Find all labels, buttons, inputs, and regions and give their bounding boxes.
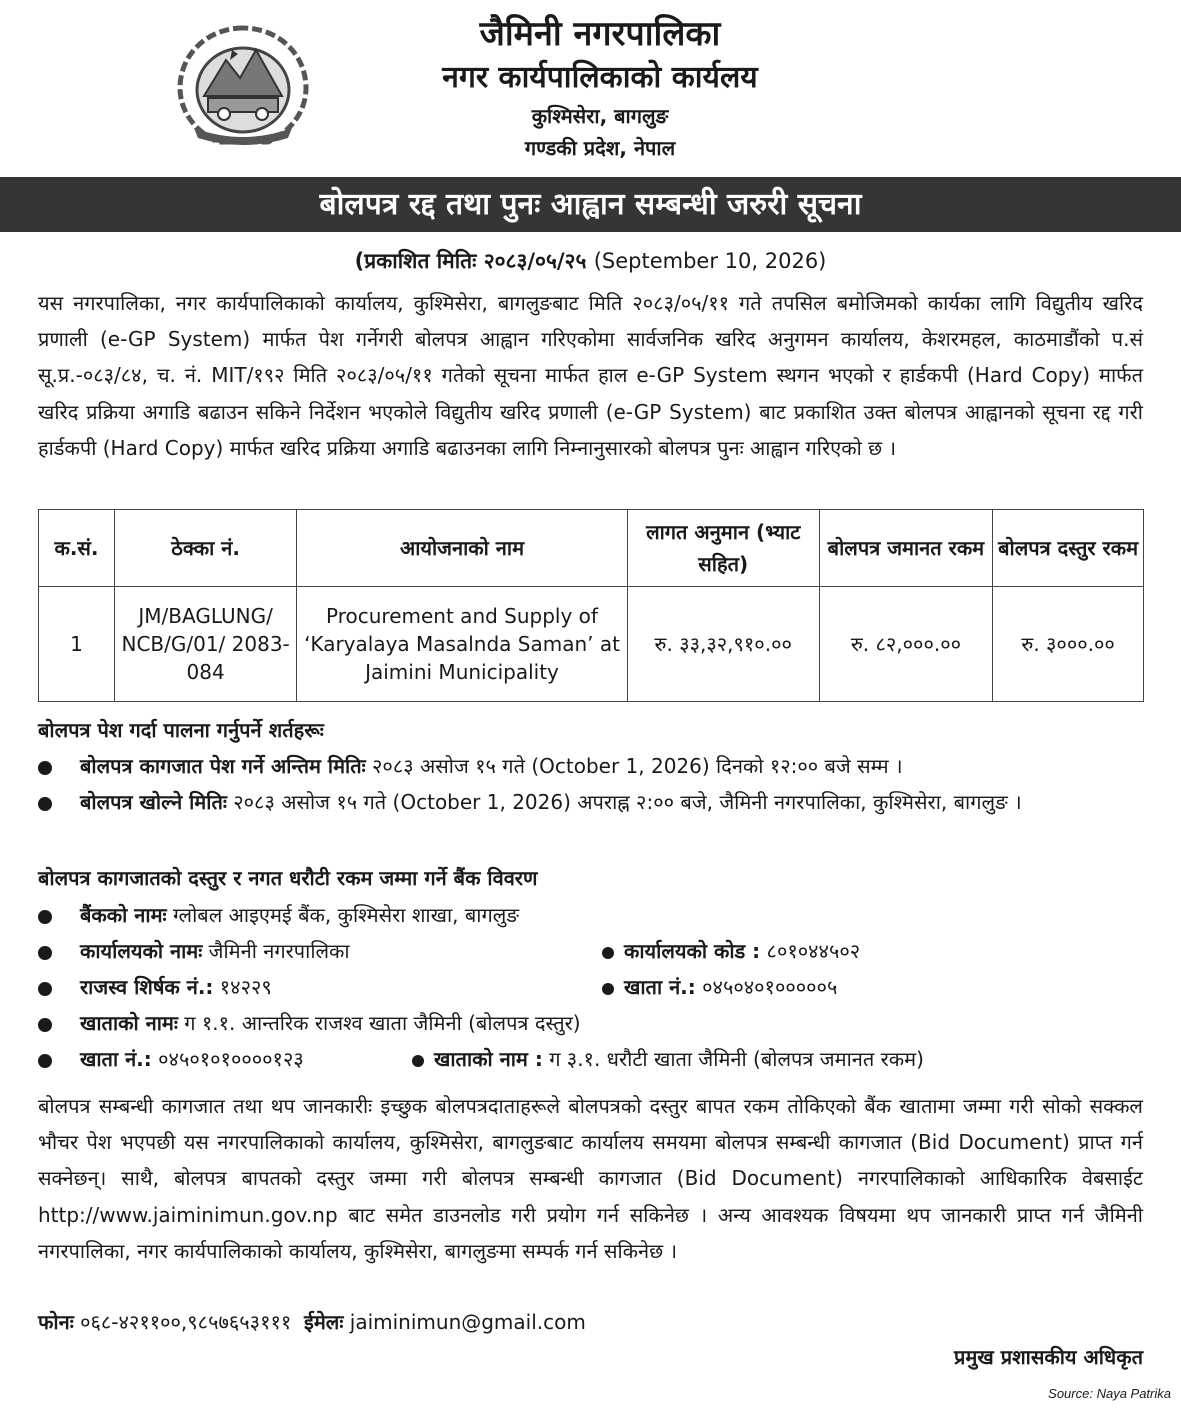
bullet-icon — [38, 1054, 52, 1068]
municipality-name: जैमिनी नगरपालिका — [479, 14, 721, 54]
office-name: नगर कार्यपालिकाको कार्यलय — [442, 60, 758, 95]
conditions-title: बोलपत्र पेश गर्दा पालना गर्नुपर्ने शर्तहरूः — [38, 718, 324, 742]
cell-cost-estimate: रु. ३३,३२,९१०.०० — [627, 587, 819, 702]
bullet-icon — [38, 982, 52, 996]
source-credit: Source: Naya Patrika — [1048, 1386, 1171, 1401]
col-bid-security: बोलपत्र जमानत रकम — [819, 510, 993, 587]
office-code-value: ८०१०४४५०२ — [766, 939, 861, 963]
bullet-icon — [38, 946, 52, 960]
intro-paragraph: यस नगरपालिका, नगर कार्यपालिकाको कार्यालय, कुश्मिसेरा, बागलुङबाट मिति २०८३/०५/११ गते तपसिल बमोजिमको कार्यका लागि विद्युतीय खरिद प्रणाली (e-GP System) मार्फत पेश गर्नेगरी बोलपत्र आह्वान गरिएकोमा सार्वजनिक खरिद अनुगमन कार्यालय, केशरमहल, काठमाडौंको प.सं सू.प्र.-०८३/८४, च. नं. MIT/१९२ मिति २०८३/०५/११ गतेको सूचना मार्फत हाल e-GP System स्थगन भएको र हार्डकपी (Hard Copy) मार्फत खरिद प्रक्रिया अगाडि बढाउन सकिने निर्देशन भएकोले विद्युतीय खरिद प्रणाली (e-GP System) बाट प्रकाशित उक्त बोलपत्र आह्वानको सूचना रद्द गरी हार्डकपी (Hard Copy) मार्फत खरिद प्रक्रिया अगाडि बढाउनका लागि निम्नानुसारको बोलपत्र पुनः आह्वान गरिएको छ । — [38, 291, 1143, 460]
bank-details-title: बोलपत्र कागजातको दस्तुर र नगत धरौटी रकम जम्मा गर्ने बैंक विवरण — [38, 866, 538, 890]
account-name-line — [38, 1005, 581, 1041]
col-contract-no: ठेक्का नं. — [114, 510, 296, 587]
email-label: ईमेलः — [304, 1310, 344, 1334]
bank-name-value: ग्लोबल आइएमई बैंक, कुश्मिसेरा शाखा, बागलुङ — [172, 903, 520, 927]
revenue-value: १४२२९ — [219, 975, 272, 999]
phone-value: ०६८-४२११००,९८५७६५३१११ — [80, 1310, 292, 1334]
deposit-account-number-value: ०४५०१०१००००१२३ — [158, 1047, 304, 1071]
col-serial: क.सं. — [39, 510, 115, 587]
signatory-title: प्रमुख प्रशासकीय अधिकृत — [954, 1345, 1143, 1369]
published-date-english: (September 10, 2026) — [593, 249, 827, 273]
condition-opening-date — [38, 784, 1143, 820]
condition-submission-deadline — [38, 748, 1143, 784]
phone-label: फोनः — [38, 1310, 74, 1334]
email-value: jaiminimun@gmail.com — [349, 1310, 586, 1334]
bullet-icon — [602, 983, 614, 995]
account-number-value: ०४५०४०१०००००५ — [702, 975, 838, 999]
col-bid-fee: बोलपत्र दस्तुर रकम — [993, 510, 1144, 587]
cell-bid-security: रु. ८२,०००.०० — [819, 587, 993, 702]
bullet-icon — [38, 797, 52, 811]
cell-serial: 1 — [39, 587, 115, 702]
table-row — [39, 587, 1144, 702]
cell-contract-no: JM/BAGLUNG/ NCB/G/01/ 2083-084 — [114, 587, 296, 702]
office-name-line — [38, 933, 350, 969]
nepal-government-emblem-icon — [168, 20, 318, 150]
condition-label: बोलपत्र खोल्ने मितिः — [80, 790, 227, 814]
account-name-label: खाताको नामः — [80, 1011, 178, 1035]
office-address: कुश्मिसेरा, बागलुङ — [531, 104, 669, 128]
condition-value: २०८३ असोज १५ गते (October 1, 2026) दिनको १२:०० बजे सम्म । — [372, 754, 903, 778]
bid-table — [38, 509, 1144, 702]
table-header-row — [39, 510, 1144, 587]
bullet-icon — [602, 947, 614, 959]
col-project-name: आयोजनाको नाम — [297, 510, 627, 587]
bullet-icon — [38, 761, 52, 775]
bullet-icon — [38, 1018, 52, 1032]
contact-line — [38, 1305, 586, 1339]
deposit-account-number-line — [38, 1041, 304, 1077]
bank-name-label: बैंकको नामः — [80, 903, 167, 927]
office-name-value: जैमिनी नगरपालिका — [208, 939, 350, 963]
notice-header — [0, 0, 1181, 175]
deposit-account-number-label: खाता नं.: — [80, 1047, 152, 1071]
revenue-label: राजस्व शिर्षक नं.: — [80, 975, 214, 999]
condition-label: बोलपत्र कागजात पेश गर्ने अन्तिम मितिः — [80, 754, 366, 778]
account-name-value: ग १.१. आन्तरिक राजश्व खाता जैमिनी (बोलपत्र दस्तुर) — [184, 1011, 581, 1035]
office-code-line — [602, 933, 860, 969]
bullet-icon — [38, 910, 52, 924]
deposit-account-name-line — [412, 1041, 924, 1077]
deposit-account-name-label: खाताको नाम : — [434, 1047, 543, 1071]
office-code-label: कार्यालयको कोड : — [624, 939, 761, 963]
revenue-heading-line — [38, 969, 272, 1005]
account-number-label: खाता नं.: — [624, 975, 696, 999]
cell-project-name: Procurement and Supply of ‘Karyalaya Masalnda Saman’ at Jaimini Municipality — [297, 587, 627, 702]
bullet-icon — [412, 1055, 424, 1067]
published-date — [0, 244, 1181, 278]
closing-paragraph: बोलपत्र सम्बन्धी कागजात तथा थप जानकारीः इच्छुक बोलपत्रदाताहरूले बोलपत्रको दस्तुर बापत रकम तोकिएको बैंक खातामा जम्मा गरी सोको सक्कल भौचर पेश भएपछी यस नगरपालिकाको कार्यालय, कुश्मिसेरा, बागलुङबाट कार्यालय समयमा बोलपत्र सम्बन्धी कागजात (Bid Document) प्राप्त गर्न सक्नेछन्। साथै, बोलपत्र बापतको दस्तुर जम्मा गरी बोलपत्र सम्बन्धी कागजात (Bid Document) नगरपालिकाको आधिकारिक वेबसाईट http://www.jaiminimun.gov.np बाट समेत डाउनलोड गरी प्रयोग गर्न सकिनेछ । अन्य आवश्यक विषयमा थप जानकारी प्राप्त गर्न जैमिनी नगरपालिका, नगर कार्यपालिकाको कार्यालय, कुश्मिसेरा, बागलुङमा सम्पर्क गर्न सकिनेछ । — [38, 1094, 1143, 1263]
published-date-nepali: (प्रकाशित मितिः २०८३/०५/२५ — [354, 249, 587, 273]
province-country: गण्डकी प्रदेश, नेपाल — [524, 136, 676, 160]
office-name-label: कार्यालयको नामः — [80, 939, 203, 963]
account-number-line — [602, 969, 837, 1005]
deposit-account-name-value: ग ३.१. धरौटी खाता जैमिनी (बोलपत्र जमानत रकम) — [549, 1047, 924, 1071]
col-cost-estimate: लागत अनुमान (भ्याट सहित) — [627, 510, 819, 587]
notice-title-banner: बोलपत्र रद्द तथा पुनः आह्वान सम्बन्धी जरुरी सूचना — [0, 177, 1181, 232]
cell-bid-fee: रु. ३०००.०० — [993, 587, 1144, 702]
bank-name-line — [38, 897, 519, 933]
condition-value: २०८३ असोज १५ गते (October 1, 2026) अपराह्न २:०० बजे, जैमिनी नगरपालिका, कुश्मिसेरा, बागलुङ । — [233, 790, 1022, 814]
